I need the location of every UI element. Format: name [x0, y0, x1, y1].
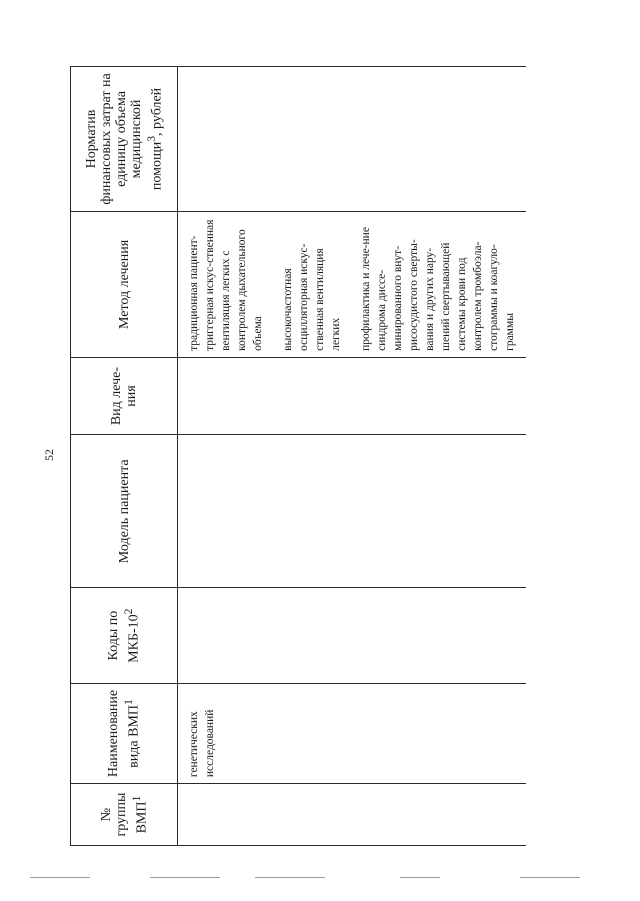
scan-edge-marks	[0, 877, 640, 881]
vmp-table	[70, 66, 526, 846]
method-item: традиционная пациент-триггерная искус-ственная вентиляция легких с контролем дыхательного объема	[188, 219, 264, 351]
cell-treatment-method	[178, 211, 527, 357]
header-treatment-method: Метод лечения	[71, 211, 178, 357]
header-icd-codes: Коды по МКБ-$10^2$	[71, 588, 178, 683]
table-row	[178, 67, 527, 846]
header-group-number: № группы ВМП$^1$	[71, 784, 178, 846]
header-vmp-name: Наименование вида ВМП$^1$	[71, 683, 178, 783]
table-header-row	[71, 67, 178, 846]
cell-vmp-name: генетических исследований	[178, 683, 527, 783]
header-treatment-type: Вид лече-ния	[71, 357, 178, 434]
method-item: профилактика и лече-ние синдрома диссе-минированного внут-рисосудистого сверты-вания и других нару-шений свертывающей системы крови под контролем тромбоэла-стограммы и коагуло-граммы	[360, 227, 516, 351]
cell-treatment-type	[178, 357, 527, 434]
page-number: 52	[42, 449, 56, 461]
cell-cost-norm	[178, 67, 527, 212]
cell-icd-codes	[178, 588, 527, 683]
cell-group-number	[178, 784, 527, 846]
cell-patient-model	[178, 435, 527, 588]
method-item: высокочастотная осцилляторная искус-ственная вентиляция легких	[282, 243, 342, 351]
header-patient-model: Модель пациента	[71, 435, 178, 588]
header-cost-norm: Норматив финансовых затрат на единицу объема медицинской помощи$^3$, рублей	[71, 67, 178, 212]
